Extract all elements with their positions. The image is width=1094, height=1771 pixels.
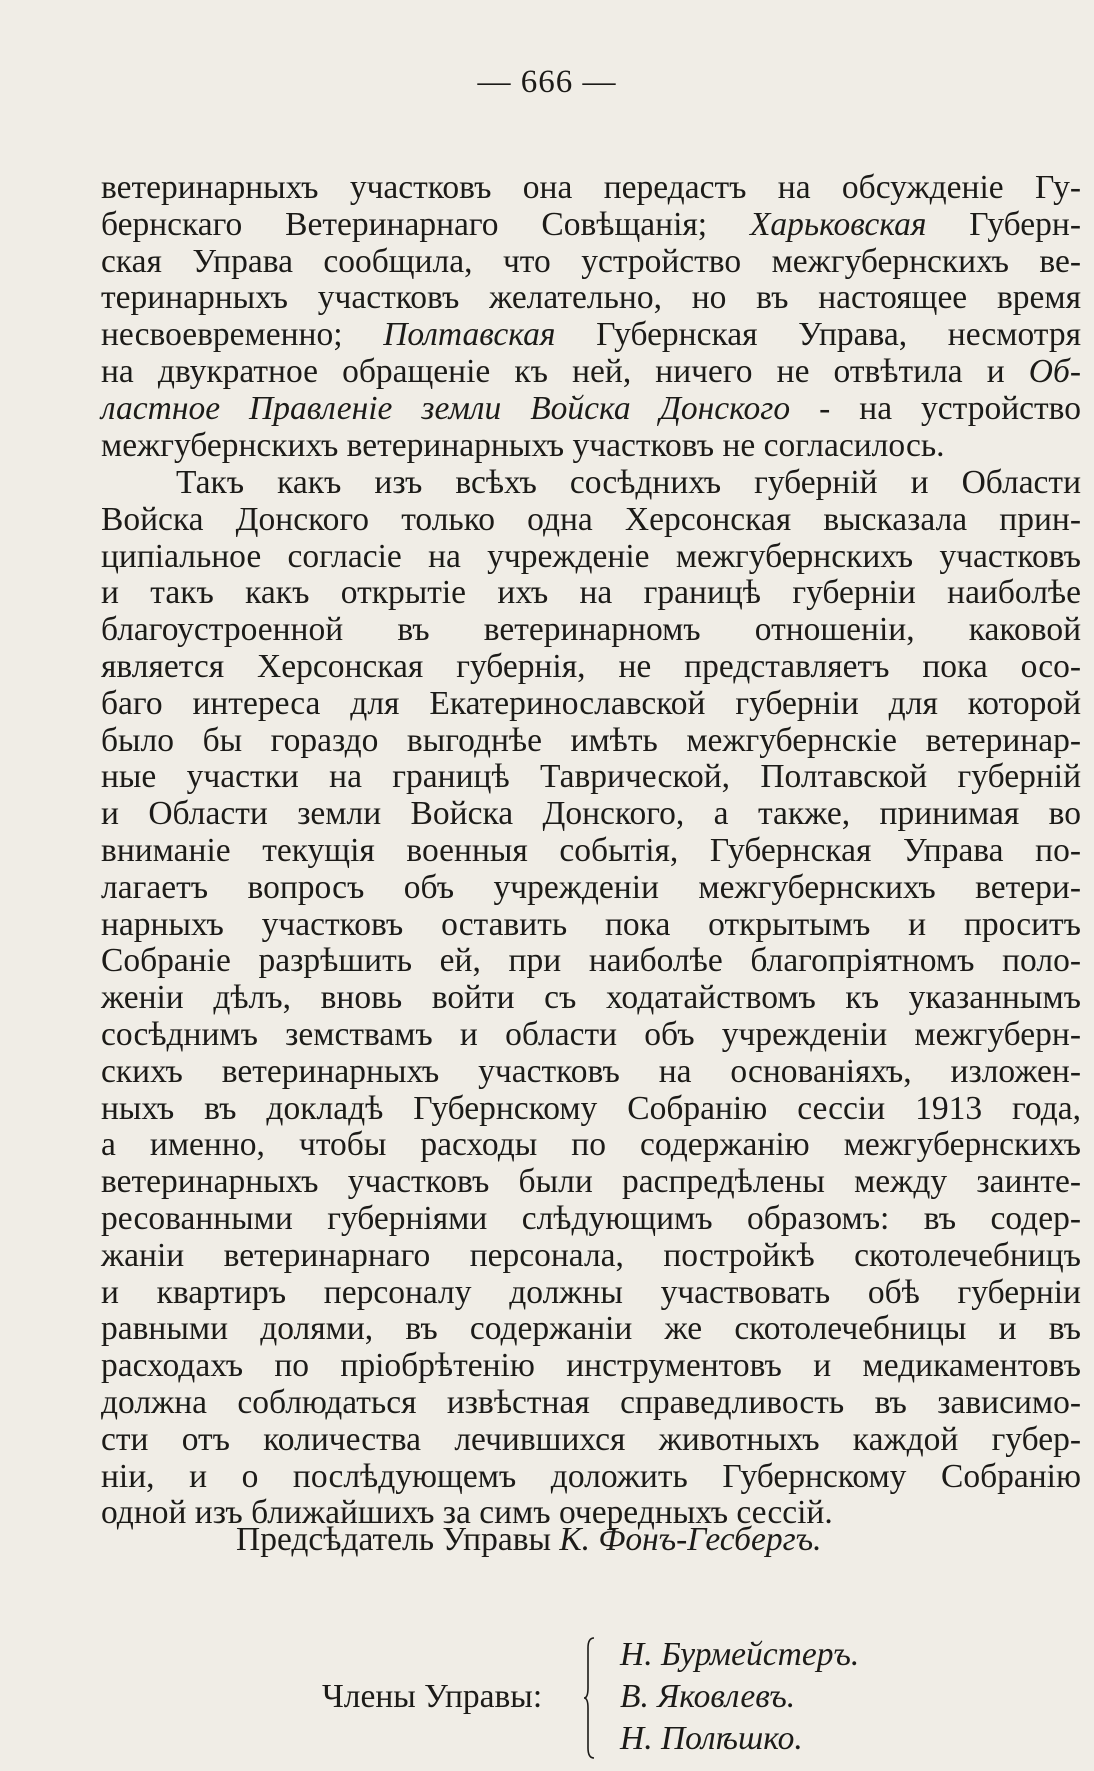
text-run: Губернская Управа, несмотря	[555, 316, 1081, 354]
text-line	[101, 686, 1081, 723]
text-run: бернскаго Ветеринарнаго Совѣщанія;	[101, 205, 750, 243]
text-run: должна соблюдаться извѣстная справедливость въ зависимо-	[101, 1383, 1081, 1421]
text-run: равными долями, въ содержаніи же скотолечебницы и въ	[101, 1310, 1081, 1348]
text-line	[101, 280, 1081, 317]
text-line	[101, 1201, 1081, 1238]
paragraph-1	[101, 170, 1081, 464]
text-run: ресованными губерніями слѣдующимъ образомъ: въ содер-	[101, 1199, 1081, 1237]
text-line	[101, 1385, 1081, 1422]
text-run: Войска Донского только одна Херсонская высказала прин-	[101, 500, 1081, 538]
text-run: ніи, и о послѣдующемъ доложить Губернскому Собранію	[101, 1457, 1081, 1495]
text-run: баго интереса для Екатеринославской губерніи для которой	[101, 684, 1081, 722]
text-line	[101, 870, 1081, 907]
text-run: и такъ какъ открытіе ихъ на границѣ губерніи наиболѣе	[101, 574, 1081, 612]
text-run: а именно, чтобы расходы по содержанію межгубернскихъ	[101, 1126, 1081, 1164]
text-line	[101, 943, 1081, 980]
text-line	[101, 1311, 1081, 1348]
text-run: ская Управа сообщила, что устройство межгубернскихъ ве-	[101, 242, 1081, 280]
text-line	[101, 391, 1081, 428]
text-line	[101, 575, 1081, 612]
italic-run: ластное Правленіе земли Войска Донского	[101, 389, 791, 427]
text-line	[101, 1238, 1081, 1275]
text-run: благоустроенной въ ветеринарномъ отношеніи, каковой	[101, 611, 1081, 649]
text-run: несвоевременно;	[101, 316, 384, 354]
text-run: одной изъ ближайшихъ за симъ очередныхъ сессій.	[101, 1494, 833, 1532]
text-run: Такъ какъ изъ всѣхъ сосѣднихъ губерній и Области	[176, 464, 1081, 501]
text-run: ныхъ въ докладѣ Губернскому Собранію сессіи 1913 года,	[101, 1089, 1081, 1127]
italic-run: Полтавская	[383, 316, 556, 354]
text-line	[101, 796, 1081, 833]
member-name: Н. Полѣшко.	[620, 1720, 803, 1757]
text-run: вниманіе текущія военныя событія, Губернская Управа по-	[101, 831, 1081, 869]
text-run: расходахъ по пріобрѣтенію инструментовъ и медикаментовъ	[101, 1347, 1081, 1385]
italic-run: Харьковская	[749, 205, 927, 243]
text-run: и квартиръ персоналу должны участвовать обѣ губерніи	[101, 1273, 1081, 1311]
text-line	[101, 170, 1081, 207]
text-line	[101, 465, 1081, 502]
text-run: лагаетъ вопросъ объ учрежденіи межгубернскихъ ветери-	[101, 868, 1081, 906]
paragraph-2	[101, 465, 1081, 1532]
text-run: ветеринарныхъ участковъ она передастъ на обсужденіе Гу-	[101, 169, 1081, 206]
text-run: Губерн-	[926, 205, 1081, 243]
text-line	[101, 723, 1081, 760]
text-line	[101, 612, 1081, 649]
text-line	[101, 980, 1081, 1017]
text-line	[101, 1459, 1081, 1496]
members-brace	[584, 1636, 596, 1760]
text-run: скихъ ветеринарныхъ участковъ на основаніяхъ, изложен-	[101, 1052, 1081, 1090]
text-run: жаніи ветеринарнаго персонала, постройкѣ скотолечебницъ	[101, 1236, 1081, 1274]
text-line	[101, 207, 1081, 244]
text-line	[101, 649, 1081, 686]
text-line	[101, 317, 1081, 354]
members-names	[620, 1634, 859, 1760]
chairman-title: Предсѣдатель Управы	[236, 1521, 560, 1558]
text-line	[101, 1017, 1081, 1054]
text-line	[101, 1275, 1081, 1312]
chairman-name: К. Фонъ-Гесбергъ.	[559, 1521, 822, 1558]
text-line	[101, 1091, 1081, 1128]
text-line	[101, 1422, 1081, 1459]
text-run: женіи дѣлъ, вновь войти съ ходатайствомъ къ указаннымъ	[101, 979, 1081, 1017]
text-run: сти отъ количества лечившихся животныхъ каждой губер-	[101, 1420, 1081, 1458]
text-run: нарныхъ участковъ оставить пока открытымъ и проситъ	[101, 905, 1081, 943]
member-name: В. Яковлевъ.	[620, 1678, 796, 1715]
text-line	[101, 502, 1081, 539]
members-label: Члены Управы:	[322, 1678, 543, 1715]
italic-run: Об-	[1028, 352, 1081, 390]
text-line	[101, 1054, 1081, 1091]
text-line	[101, 833, 1081, 870]
text-line	[101, 354, 1081, 391]
text-run: ветеринарныхъ участковъ были распредѣлены между заинте-	[101, 1163, 1081, 1201]
text-run: сосѣднимъ земствамъ и области объ учрежденіи межгуберн-	[101, 1015, 1081, 1053]
text-line	[101, 428, 1081, 465]
chairman-signature	[236, 1521, 821, 1559]
text-run: теринарныхъ участковъ желательно, но въ настоящее время	[101, 279, 1081, 317]
text-line	[101, 1127, 1081, 1164]
text-line	[101, 907, 1081, 944]
text-line	[101, 244, 1081, 281]
text-run: ципіальное согласіе на учрежденіе межгубернскихъ участковъ	[101, 537, 1081, 575]
text-run: и Области земли Войска Донского, а также, принимая во	[101, 795, 1081, 833]
page-number: — 666 —	[477, 64, 617, 100]
text-line	[101, 1164, 1081, 1201]
text-run: Собраніе разрѣшить ей, при наиболѣе благопріятномъ поло-	[101, 942, 1081, 980]
text-run: - на устройство	[790, 389, 1081, 427]
text-line	[101, 539, 1081, 576]
text-run: межгубернскихъ ветеринарныхъ участковъ не согласилось.	[101, 426, 945, 464]
text-run: было бы гораздо выгоднѣе имѣть межгубернскіе ветеринар-	[101, 721, 1081, 759]
text-run: является Херсонская губернія, не представляетъ пока осо-	[101, 647, 1081, 685]
text-line	[101, 759, 1081, 796]
member-name: Н. Бурмейстеръ.	[620, 1636, 860, 1673]
text-line	[101, 1348, 1081, 1385]
text-run: ные участки на границѣ Таврической, Полтавской губерній	[101, 758, 1081, 796]
text-run: на двукратное обращеніе къ ней, ничего не отвѣтила и	[101, 352, 1029, 390]
